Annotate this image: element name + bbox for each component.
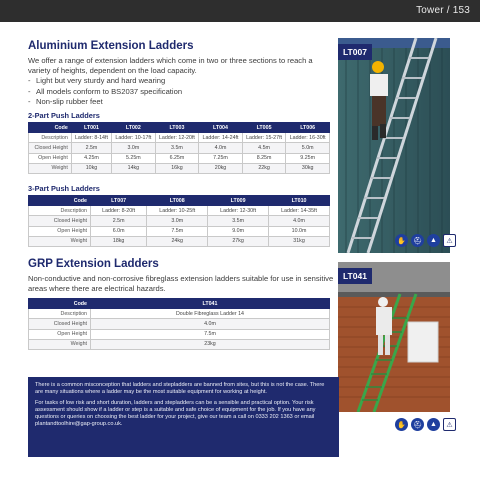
page-number: Tower / 153 — [416, 5, 470, 16]
push3-spec-table — [28, 195, 330, 247]
table-row — [29, 133, 330, 143]
column-header: LT002 — [112, 123, 156, 133]
feature-item: - Light but very sturdy and hard wearing — [28, 76, 182, 87]
column-header: Code — [29, 123, 72, 133]
table-cell: Ladder: 14-35ft — [269, 206, 330, 216]
table-row — [29, 153, 330, 163]
ladder-warning-icon: ⚠ — [443, 418, 456, 431]
table-cell: Ladder: 15-27ft — [242, 133, 286, 143]
table-row — [29, 329, 330, 339]
column-header: Code — [29, 299, 91, 309]
row-label: Closed Height — [29, 216, 91, 226]
row-label: Open Height — [29, 329, 91, 339]
table-cell: 4.0m — [269, 216, 330, 226]
column-header: LT001 — [71, 123, 111, 133]
ladder-advice-box — [28, 377, 339, 457]
push2-spec-table — [28, 122, 330, 174]
page-header — [0, 0, 480, 22]
table-cell: 7.25m — [199, 153, 243, 163]
table-cell: Ladder: 14-24ft — [199, 133, 243, 143]
table-cell: 8.25m — [242, 153, 286, 163]
row-label: Closed Height — [29, 143, 72, 153]
table-row — [29, 216, 330, 226]
table-row — [29, 226, 330, 236]
table-cell: 27kg — [208, 236, 269, 246]
table-cell: 3.0m — [112, 143, 156, 153]
row-label: Closed Height — [29, 319, 91, 329]
grp-intro: Non-conductive and non-corrosive fibreglass extension ladders suitable for use in sensitive areas where there are electrical hazards. — [28, 274, 334, 293]
safety-boots-icon: ▲ — [427, 234, 440, 247]
table-cell: Ladder: 12-30ft — [208, 206, 269, 216]
gloves-icon: ✋ — [395, 418, 408, 431]
table-header-row — [29, 299, 330, 309]
table-cell: 4.5m — [242, 143, 286, 153]
row-label: Open Height — [29, 226, 91, 236]
feature-item: - Non-slip rubber feet — [28, 97, 182, 108]
column-header: LT004 — [199, 123, 243, 133]
table-cell: 18kg — [91, 236, 147, 246]
table-cell: 3.0m — [147, 216, 208, 226]
table-row — [29, 206, 330, 216]
table-cell: 9.25m — [286, 153, 330, 163]
column-header: LT006 — [286, 123, 330, 133]
ppe-icons — [395, 418, 456, 431]
table-cell: 5.25m — [112, 153, 156, 163]
push3-heading: 3-Part Push Ladders — [28, 184, 100, 193]
table-cell: Ladder: 10-17ft — [112, 133, 156, 143]
advice-paragraph: For tasks of low risk and short duration, ladders and stepladders can be a sensible and practical option. Your risk assessment should show if a ladder or step is a suitable and safe choice of equipment for the job. If you have any questions or queries on choosing the best ladder for your project, give our team a call on 0333 202 1363 or email plantandtoolhire@gap-group.co.uk. — [35, 399, 316, 428]
table-row — [29, 236, 330, 246]
safety-boots-icon: ▲ — [427, 418, 440, 431]
grp-title: GRP Extension Ladders — [28, 258, 159, 270]
aluminium-features — [28, 76, 182, 108]
table-cell: 7.5m — [147, 226, 208, 236]
table-cell: 7.5m — [91, 329, 330, 339]
table-cell: 4.0m — [91, 319, 330, 329]
row-label: Description — [29, 206, 91, 216]
ladder-warning-icon: ⚠ — [443, 234, 456, 247]
table-row — [29, 163, 330, 173]
table-header-row — [29, 196, 330, 206]
table-cell: 3.5m — [208, 216, 269, 226]
column-header: LT007 — [91, 196, 147, 206]
table-cell: 24kg — [147, 236, 208, 246]
row-label: Weight — [29, 236, 91, 246]
table-cell: 4.25m — [71, 153, 111, 163]
table-cell: Ladder: 16-30ft — [286, 133, 330, 143]
row-label: Weight — [29, 339, 91, 349]
table-cell: 31kg — [269, 236, 330, 246]
column-header: Code — [29, 196, 91, 206]
ppe-icons — [395, 234, 456, 247]
table-cell: 6.25m — [155, 153, 199, 163]
table-cell: 2.5m — [91, 216, 147, 226]
aluminium-title: Aluminium Extension Ladders — [28, 40, 194, 52]
table-cell: 30kg — [286, 163, 330, 173]
table-cell: 10.0m — [269, 226, 330, 236]
table-cell: Ladder: 8-14ft — [71, 133, 111, 143]
column-header: LT009 — [208, 196, 269, 206]
column-header: LT010 — [269, 196, 330, 206]
product-code-badge: LT041 — [338, 268, 372, 284]
gloves-icon: ✋ — [395, 234, 408, 247]
row-label: Open Height — [29, 153, 72, 163]
table-cell: 20kg — [199, 163, 243, 173]
aluminium-intro: We offer a range of extension ladders which come in two or three sections to reach a variety of heights, dependent on the load capacity. — [28, 56, 313, 75]
table-cell: 6.0m — [91, 226, 147, 236]
row-label: Description — [29, 133, 72, 143]
table-cell: 14kg — [112, 163, 156, 173]
table-row — [29, 309, 330, 319]
table-cell: 23kg — [91, 339, 330, 349]
feature-item: - All models conform to BS2037 specification — [28, 87, 182, 98]
table-row — [29, 339, 330, 349]
table-cell: 22kg — [242, 163, 286, 173]
table-header-row — [29, 123, 330, 133]
table-cell: 10kg — [71, 163, 111, 173]
table-cell: 16kg — [155, 163, 199, 173]
table-cell: Ladder: 10-25ft — [147, 206, 208, 216]
row-label: Description — [29, 309, 91, 319]
table-cell: 4.0m — [199, 143, 243, 153]
table-cell: 3.5m — [155, 143, 199, 153]
grp-worker-illustration — [338, 262, 450, 412]
table-row — [29, 143, 330, 153]
table-row — [29, 319, 330, 329]
product-code-badge: LT007 — [338, 44, 372, 60]
table-cell: 2.5m — [71, 143, 111, 153]
advice-paragraph: There is a common misconception that ladders and stepladders are banned from sites, but this is not the case. There are many situations where a ladder may be the most suitable equipment for working at height. — [35, 382, 325, 396]
column-header: LT005 — [242, 123, 286, 133]
table-cell: 9.0m — [208, 226, 269, 236]
ladder-worker-illustration — [338, 38, 450, 253]
grp-ladder-photo — [338, 262, 450, 412]
aluminium-ladder-photo — [338, 38, 450, 253]
push2-heading: 2-Part Push Ladders — [28, 111, 100, 120]
row-label: Weight — [29, 163, 72, 173]
table-cell: Ladder: 12-20ft — [155, 133, 199, 143]
safety-helmet-icon: ⛑ — [411, 418, 424, 431]
column-header: LT041 — [91, 299, 330, 309]
column-header: LT003 — [155, 123, 199, 133]
column-header: LT008 — [147, 196, 208, 206]
table-cell: Ladder: 8-20ft — [91, 206, 147, 216]
table-cell: 5.0m — [286, 143, 330, 153]
table-cell: Double Fibreglass Ladder 14 — [91, 309, 330, 319]
grp-spec-table — [28, 298, 330, 350]
safety-helmet-icon: ⛑ — [411, 234, 424, 247]
